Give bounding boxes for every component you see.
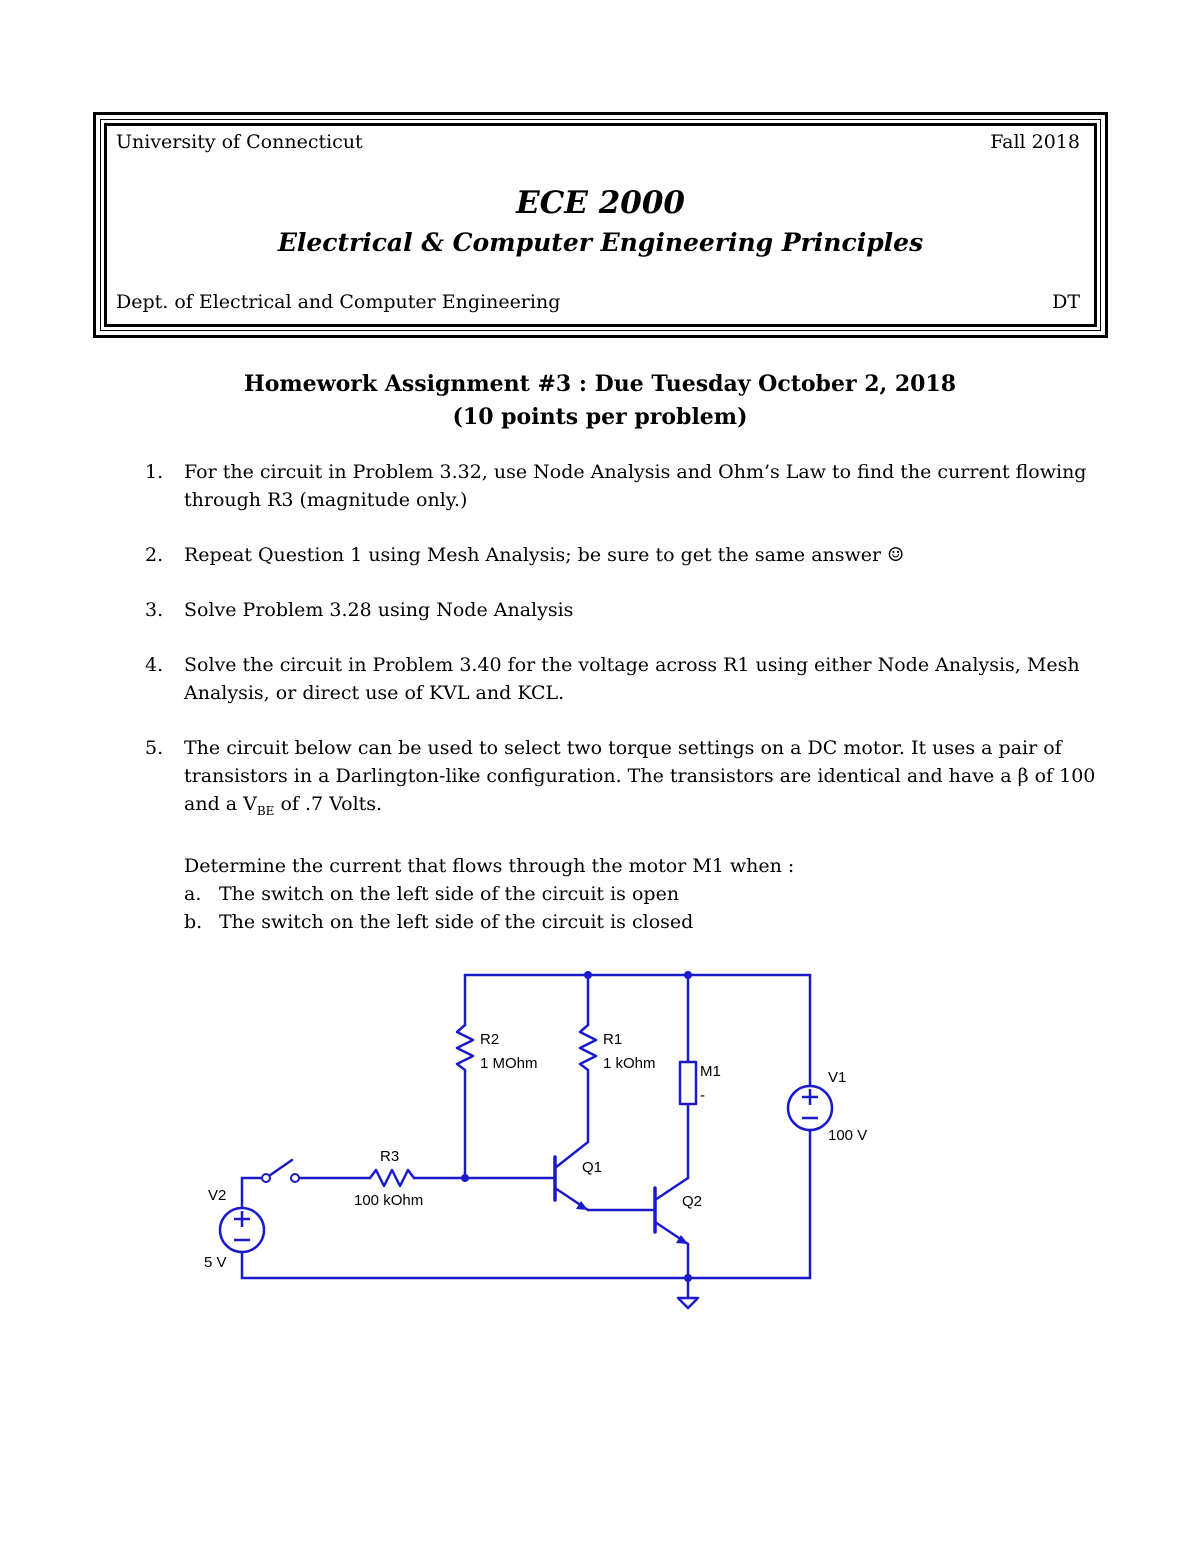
r2-value: 1 MOhm — [480, 1055, 538, 1072]
q2-label: Q2 — [682, 1193, 703, 1210]
r1-label: R1 — [603, 1031, 623, 1048]
course-name: Electrical & Computer Engineering Principles — [277, 228, 924, 257]
junction-dot — [584, 971, 592, 979]
assignment-title-block — [0, 368, 1200, 434]
department: Dept. of Electrical and Computer Engineering — [116, 291, 561, 313]
circuit-diagram — [180, 960, 900, 1320]
assignment-points: (10 points per problem) — [452, 404, 748, 430]
problem-number: 4. — [145, 654, 164, 676]
problem-item — [145, 458, 1105, 514]
problem-text: For the circuit in Problem 3.32, use Node Analysis and Ohm’s Law to find the current flowing through R3 (magnitude only.) — [184, 461, 1087, 511]
problem-text-part: of .7 Volts. — [274, 793, 383, 815]
problem-text-part: The circuit below can be used to select two torque settings on a DC motor. It uses a pair of transistors in a Darlington-like configuration. The transistors are identical and have a β of 100 and a V — [184, 737, 1096, 815]
university-name: University of Connecticut — [116, 131, 363, 153]
r2-resistor — [457, 1025, 473, 1070]
problem-number: 3. — [145, 599, 164, 621]
problem-text: Repeat Question 1 using Mesh Analysis; be sure to get the same answer ☺ — [184, 544, 905, 566]
problem-item — [145, 541, 1105, 569]
problem-number: 2. — [145, 544, 164, 566]
m1-polarity: - — [700, 1087, 705, 1104]
m1-motor — [680, 1062, 696, 1104]
r1-resistor — [580, 1025, 596, 1070]
junction-dot — [684, 971, 692, 979]
instructor-initials: DT — [1052, 291, 1080, 313]
r1-value: 1 kOhm — [603, 1055, 656, 1072]
course-number: ECE 2000 — [515, 185, 685, 221]
problem-text: Solve the circuit in Problem 3.40 for the voltage across R1 using either Node Analysis, Mesh Analysis, or direct use of KVL and KCL. — [184, 654, 1080, 704]
r3-label: R3 — [380, 1148, 400, 1165]
problem-question: Determine the current that flows through the motor M1 when : — [184, 854, 795, 877]
v2-label: V2 — [208, 1187, 227, 1204]
junction-dot — [461, 1174, 469, 1182]
problem-number: 5. — [145, 737, 164, 759]
v1-label: V1 — [828, 1069, 847, 1086]
problem-item — [145, 596, 1105, 624]
r3-resistor — [370, 1170, 414, 1186]
problem-list — [145, 458, 1105, 936]
v2-value: 5 V — [204, 1254, 227, 1271]
assignment-title: Homework Assignment #3 : Due Tuesday October 2, 2018 — [243, 371, 957, 397]
ground-icon — [678, 1298, 698, 1308]
subpart-list — [184, 880, 1105, 936]
subpart-text: The switch on the left side of the circuit is closed — [219, 910, 694, 933]
problem-text — [184, 734, 1105, 825]
v1-value: 100 V — [828, 1127, 868, 1144]
switch-terminal — [291, 1174, 299, 1182]
problem-number: 1. — [145, 461, 164, 483]
junction-dot — [684, 1274, 692, 1282]
r3-value: 100 kOhm — [354, 1192, 424, 1209]
problem-item — [145, 734, 1105, 936]
subpart-item — [184, 908, 1105, 936]
r2-label: R2 — [480, 1031, 500, 1048]
switch-terminal — [262, 1174, 270, 1182]
vbe-subscript: BE — [256, 803, 275, 818]
subpart-letter: b. — [184, 910, 203, 933]
m1-label: M1 — [700, 1063, 721, 1080]
subpart-letter: a. — [184, 882, 202, 905]
course-header — [93, 112, 1108, 338]
subpart-item — [184, 880, 1105, 908]
q1-label: Q1 — [582, 1159, 603, 1176]
term: Fall 2018 — [990, 131, 1080, 153]
problem-item — [145, 651, 1105, 707]
problem-text: Solve Problem 3.28 using Node Analysis — [184, 599, 574, 621]
subpart-text: The switch on the left side of the circuit is open — [219, 882, 680, 905]
